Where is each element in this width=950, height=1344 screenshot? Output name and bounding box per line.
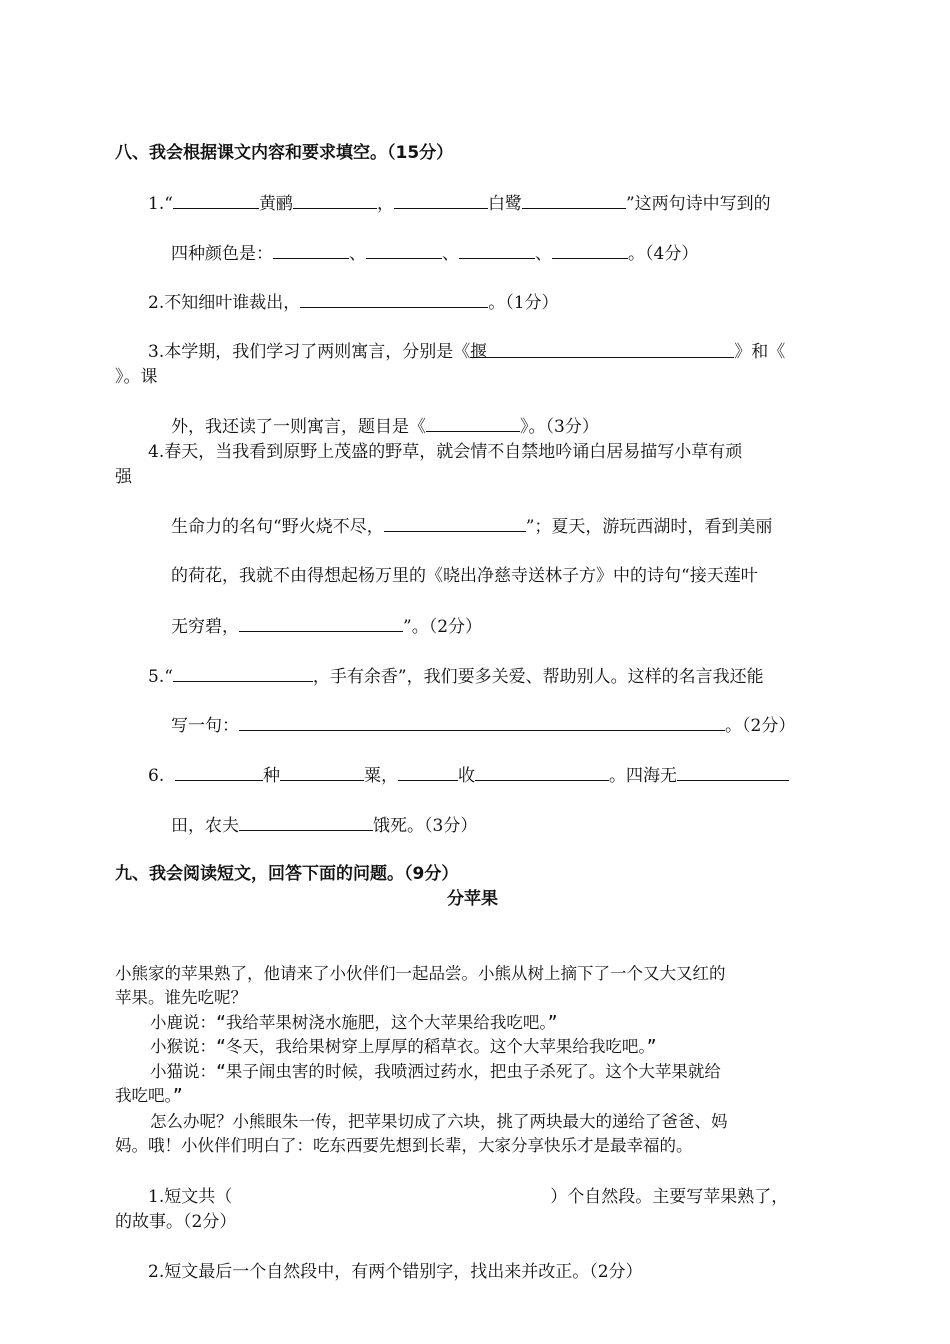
q1-word-2: 白鹭 <box>487 194 522 214</box>
q1-blank-4[interactable] <box>522 192 626 209</box>
q4-line2-prefix: 生命力的名句“野火烧不尽， <box>171 517 384 537</box>
q9-1-line2: 的故事。（2分） <box>115 1212 237 1232</box>
q4-line1: 4.春天，当我看到原野上茂盛的野草，就会情不自禁地吟诵白居易描写小草有顽 <box>148 442 743 462</box>
q4-blank-2[interactable] <box>239 615 403 632</box>
question-8-1-line2 <box>171 242 698 265</box>
q1-end: 。（4分） <box>628 244 699 264</box>
story-line: 小熊家的苹果熟了，他请来了小伙伴们一起品尝。小熊从树上摘下了一个又大又红的 <box>115 964 726 983</box>
q2-blank[interactable] <box>300 291 488 308</box>
q6-blank-3[interactable] <box>398 764 458 781</box>
q3-end: 》。（3分） <box>520 417 599 437</box>
q1-blank-1[interactable] <box>173 192 259 209</box>
q4-wrap: 强 <box>115 467 132 487</box>
q4-line3: 的荷花，我就不由得想起杨万里的《晓出净慈寺送林子方》中的诗句“接天莲叶 <box>171 566 758 586</box>
q1-color-blank-2[interactable] <box>366 242 442 259</box>
q3-blank-1[interactable] <box>470 341 734 362</box>
q4-line2-suffix: ”；夏天，游玩西湖时，看到美丽 <box>525 517 773 537</box>
q1-word-1: 黄鹂 <box>258 194 293 214</box>
q1-line2-prefix: 四种颜色是： <box>171 244 273 264</box>
q3-text: 3.本学期，我们学习了两则寓言，分别是《 <box>148 342 471 362</box>
q1-close: ”这两句诗中写到的 <box>625 194 771 214</box>
q6-blank-5[interactable] <box>677 764 789 781</box>
section-8-title: 八、我会根据课文内容和要求填空。（15分） <box>115 143 454 163</box>
q3-mid: 》和《 <box>734 342 786 362</box>
q1-sep-2: 、 <box>442 244 459 264</box>
question-8-4-line2 <box>171 515 772 538</box>
q3-prefill: 揠 <box>470 342 488 362</box>
q1-comma: ， <box>376 194 394 214</box>
q6-blank-4[interactable] <box>475 764 609 781</box>
q1-sep-1: 、 <box>349 244 366 264</box>
question-8-1-line1 <box>148 192 771 215</box>
story-line: 苹果。谁先吃呢？ <box>115 988 247 1007</box>
q2-end: 。（1分） <box>488 293 559 313</box>
q6-blank-2[interactable] <box>280 764 364 781</box>
story-line: 我吃吧。” <box>115 1086 183 1105</box>
q5-line2-prefix: 写一句： <box>171 716 239 736</box>
story-line: 怎么办呢？小熊眼朱一传，把苹果切成了六块，挑了两块最大的递给了爸爸、妈 <box>150 1112 728 1131</box>
q1-color-blank-3[interactable] <box>459 242 535 259</box>
q1-open-quote: “ <box>164 194 173 214</box>
q5-end: 。（2分） <box>725 716 796 736</box>
q6-word-1: 种 <box>263 766 281 786</box>
q5-line1-suffix: ，手有余香”，我们要多关爱、帮助别人。这样的名言我还能 <box>312 667 764 687</box>
q6-end: 饿死。（3分） <box>373 816 478 836</box>
q6-word-2: 粟， <box>364 766 399 786</box>
question-9-1-line1 <box>148 1186 788 1208</box>
section-9-title: 九、我会阅读短文，回答下面的问题。（9分） <box>115 864 459 884</box>
story-line: 妈。哦！小伙伴们明白了：吃东西要先想到长辈，大家分享快乐才是最幸福的。 <box>115 1136 693 1155</box>
q3-wrap: 》。课 <box>115 367 158 387</box>
question-8-4-line4 <box>171 615 482 638</box>
question-8-3-line1 <box>148 341 785 363</box>
question-8-5-line1 <box>148 665 764 688</box>
question-8-2 <box>148 291 559 314</box>
question-8-5-line2 <box>171 714 795 737</box>
story-line: 小猫说：“果子闹虫害的时候，我喷洒过药水，把虫子杀死了。这个大苹果就给 <box>150 1062 721 1081</box>
q9-1-prefix: 1.短文共（ <box>148 1187 233 1207</box>
q1-color-blank-1[interactable] <box>273 242 349 259</box>
q1-sep-3: 、 <box>535 244 552 264</box>
question-9-2: 2.短文最后一个自然段中，有两个错别字，找出来并改正。（2分） <box>148 1262 643 1282</box>
q5-blank-1[interactable] <box>173 665 313 682</box>
story-title: 分苹果 <box>447 889 498 909</box>
story-line: 小猴说：“冬天，我给果树穿上厚厚的稻草衣。这个大苹果给我吃吧。” <box>150 1037 657 1056</box>
q1-color-blank-4[interactable] <box>552 242 628 259</box>
question-8-6-line1 <box>148 764 789 787</box>
q6-line2-prefix: 田，农夫 <box>171 816 239 836</box>
q1-blank-2[interactable] <box>293 192 377 209</box>
story-line: 小鹿说：“我给苹果树浇水施肥，这个大苹果给我吃吧。” <box>150 1013 558 1032</box>
q4-end: ”。（2分） <box>403 617 483 637</box>
q5-blank-2[interactable] <box>239 714 725 731</box>
q9-1-suffix: ）个自然段。主要写苹果熟了， <box>550 1187 789 1207</box>
question-8-3-line2 <box>171 415 599 438</box>
q6-word-4: 。四海无 <box>609 766 678 786</box>
q2-text: 2.不知细叶谁裁出， <box>148 293 301 313</box>
q6-blank-1[interactable] <box>175 764 263 781</box>
q6-word-3: 收 <box>458 766 476 786</box>
q1-blank-3[interactable] <box>394 192 488 209</box>
q4-line4-prefix: 无穷碧， <box>171 617 239 637</box>
q3-blank-2[interactable] <box>426 415 520 432</box>
q1-number: 1. <box>148 194 165 214</box>
q6-blank-6[interactable] <box>239 814 373 831</box>
q4-blank-1[interactable] <box>384 515 526 532</box>
q6-number: 6. <box>148 766 165 786</box>
question-8-6-line2 <box>171 814 477 837</box>
q5-open: 5.“ <box>148 667 173 687</box>
q3-line2-prefix: 外，我还读了一则寓言，题目是《 <box>171 417 426 437</box>
